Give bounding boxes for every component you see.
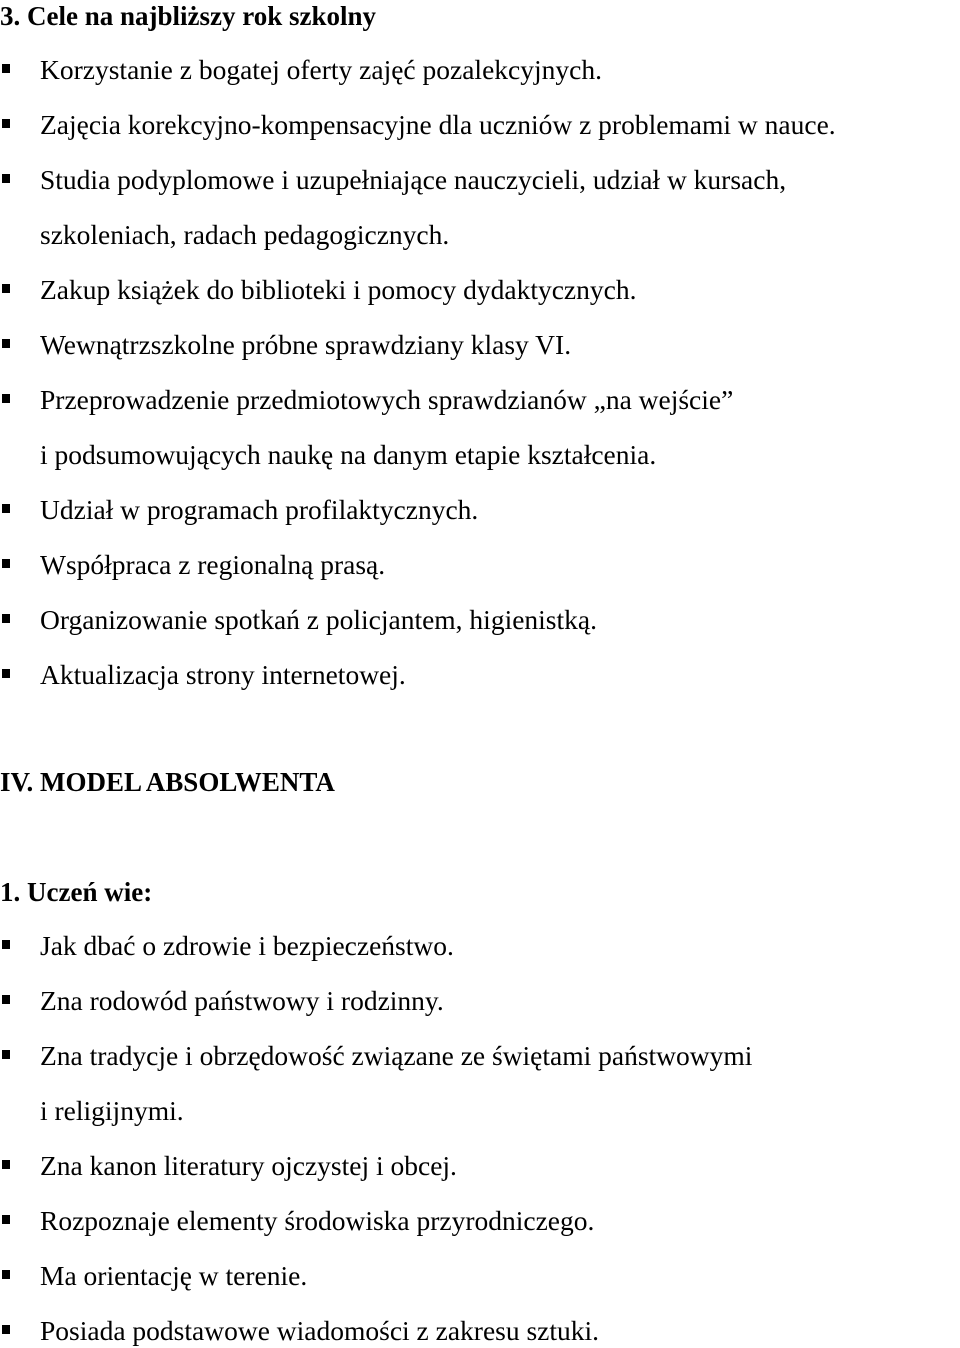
list-item-text: Korzystanie z bogatej oferty zajęć pozalekcyjnych. (40, 54, 602, 85)
square-bullet-icon (2, 940, 10, 949)
list-item-text: Przeprowadzenie przedmiotowych sprawdzianów „na wejście” (40, 384, 734, 415)
square-bullet-icon (2, 1325, 10, 1334)
list-item-text: Zna rodowód państwowy i rodzinny. (40, 985, 444, 1016)
square-bullet-icon (2, 669, 10, 678)
list-item-text-continuation: i religijnymi. (40, 1095, 184, 1126)
list-item-text: Jak dbać o zdrowie i bezpieczeństwo. (40, 930, 454, 961)
list-item-text: Aktualizacja strony internetowej. (40, 659, 406, 690)
list-item-text: Współpraca z regionalną prasą. (40, 549, 386, 580)
list-item-text: Ma orientację w terenie. (40, 1260, 308, 1291)
list-item-text: Zna tradycje i obrzędowość związane ze świętami państwowymi (40, 1040, 753, 1071)
square-bullet-icon (2, 1050, 10, 1059)
square-bullet-icon (2, 995, 10, 1004)
list-item-text-continuation: szkoleniach, radach pedagogicznych. (40, 219, 450, 250)
list-item-text: Studia podyplomowe i uzupełniające nauczycieli, udział w kursach, (40, 164, 787, 195)
square-bullet-icon (2, 339, 10, 348)
list-item-text-continuation: i podsumowujących naukę na danym etapie kształcenia. (40, 439, 657, 470)
square-bullet-icon (2, 614, 10, 623)
square-bullet-icon (2, 1160, 10, 1169)
square-bullet-icon (2, 1215, 10, 1224)
square-bullet-icon (2, 174, 10, 183)
square-bullet-icon (2, 559, 10, 568)
list-item-text: Zajęcia korekcyjno-kompensacyjne dla uczniów z problemami w nauce. (40, 109, 836, 140)
section-heading-goals: 3. Cele na najbliższy rok szkolny (0, 1, 377, 31)
square-bullet-icon (2, 119, 10, 128)
list-item-text: Rozpoznaje elementy środowiska przyrodniczego. (40, 1205, 595, 1236)
chapter-heading-graduate-model: IV. MODEL ABSOLWENTA (0, 767, 335, 797)
list-item-text: Wewnątrzszkolne próbne sprawdziany klasy VI. (40, 329, 572, 360)
square-bullet-icon (2, 64, 10, 73)
square-bullet-icon (2, 1270, 10, 1279)
section-heading-student-knows: 1. Uczeń wie: (0, 877, 153, 907)
square-bullet-icon (2, 284, 10, 293)
list-item-text: Udział w programach profilaktycznych. (40, 494, 479, 525)
list-item-text: Zakup książek do biblioteki i pomocy dydaktycznych. (40, 274, 637, 305)
square-bullet-icon (2, 394, 10, 403)
list-item-text: Organizowanie spotkań z policjantem, higienistką. (40, 604, 597, 635)
list-item-text: Zna kanon literatury ojczystej i obcej. (40, 1150, 457, 1181)
list-item-text: Posiada podstawowe wiadomości z zakresu sztuki. (40, 1315, 600, 1346)
square-bullet-icon (2, 504, 10, 513)
